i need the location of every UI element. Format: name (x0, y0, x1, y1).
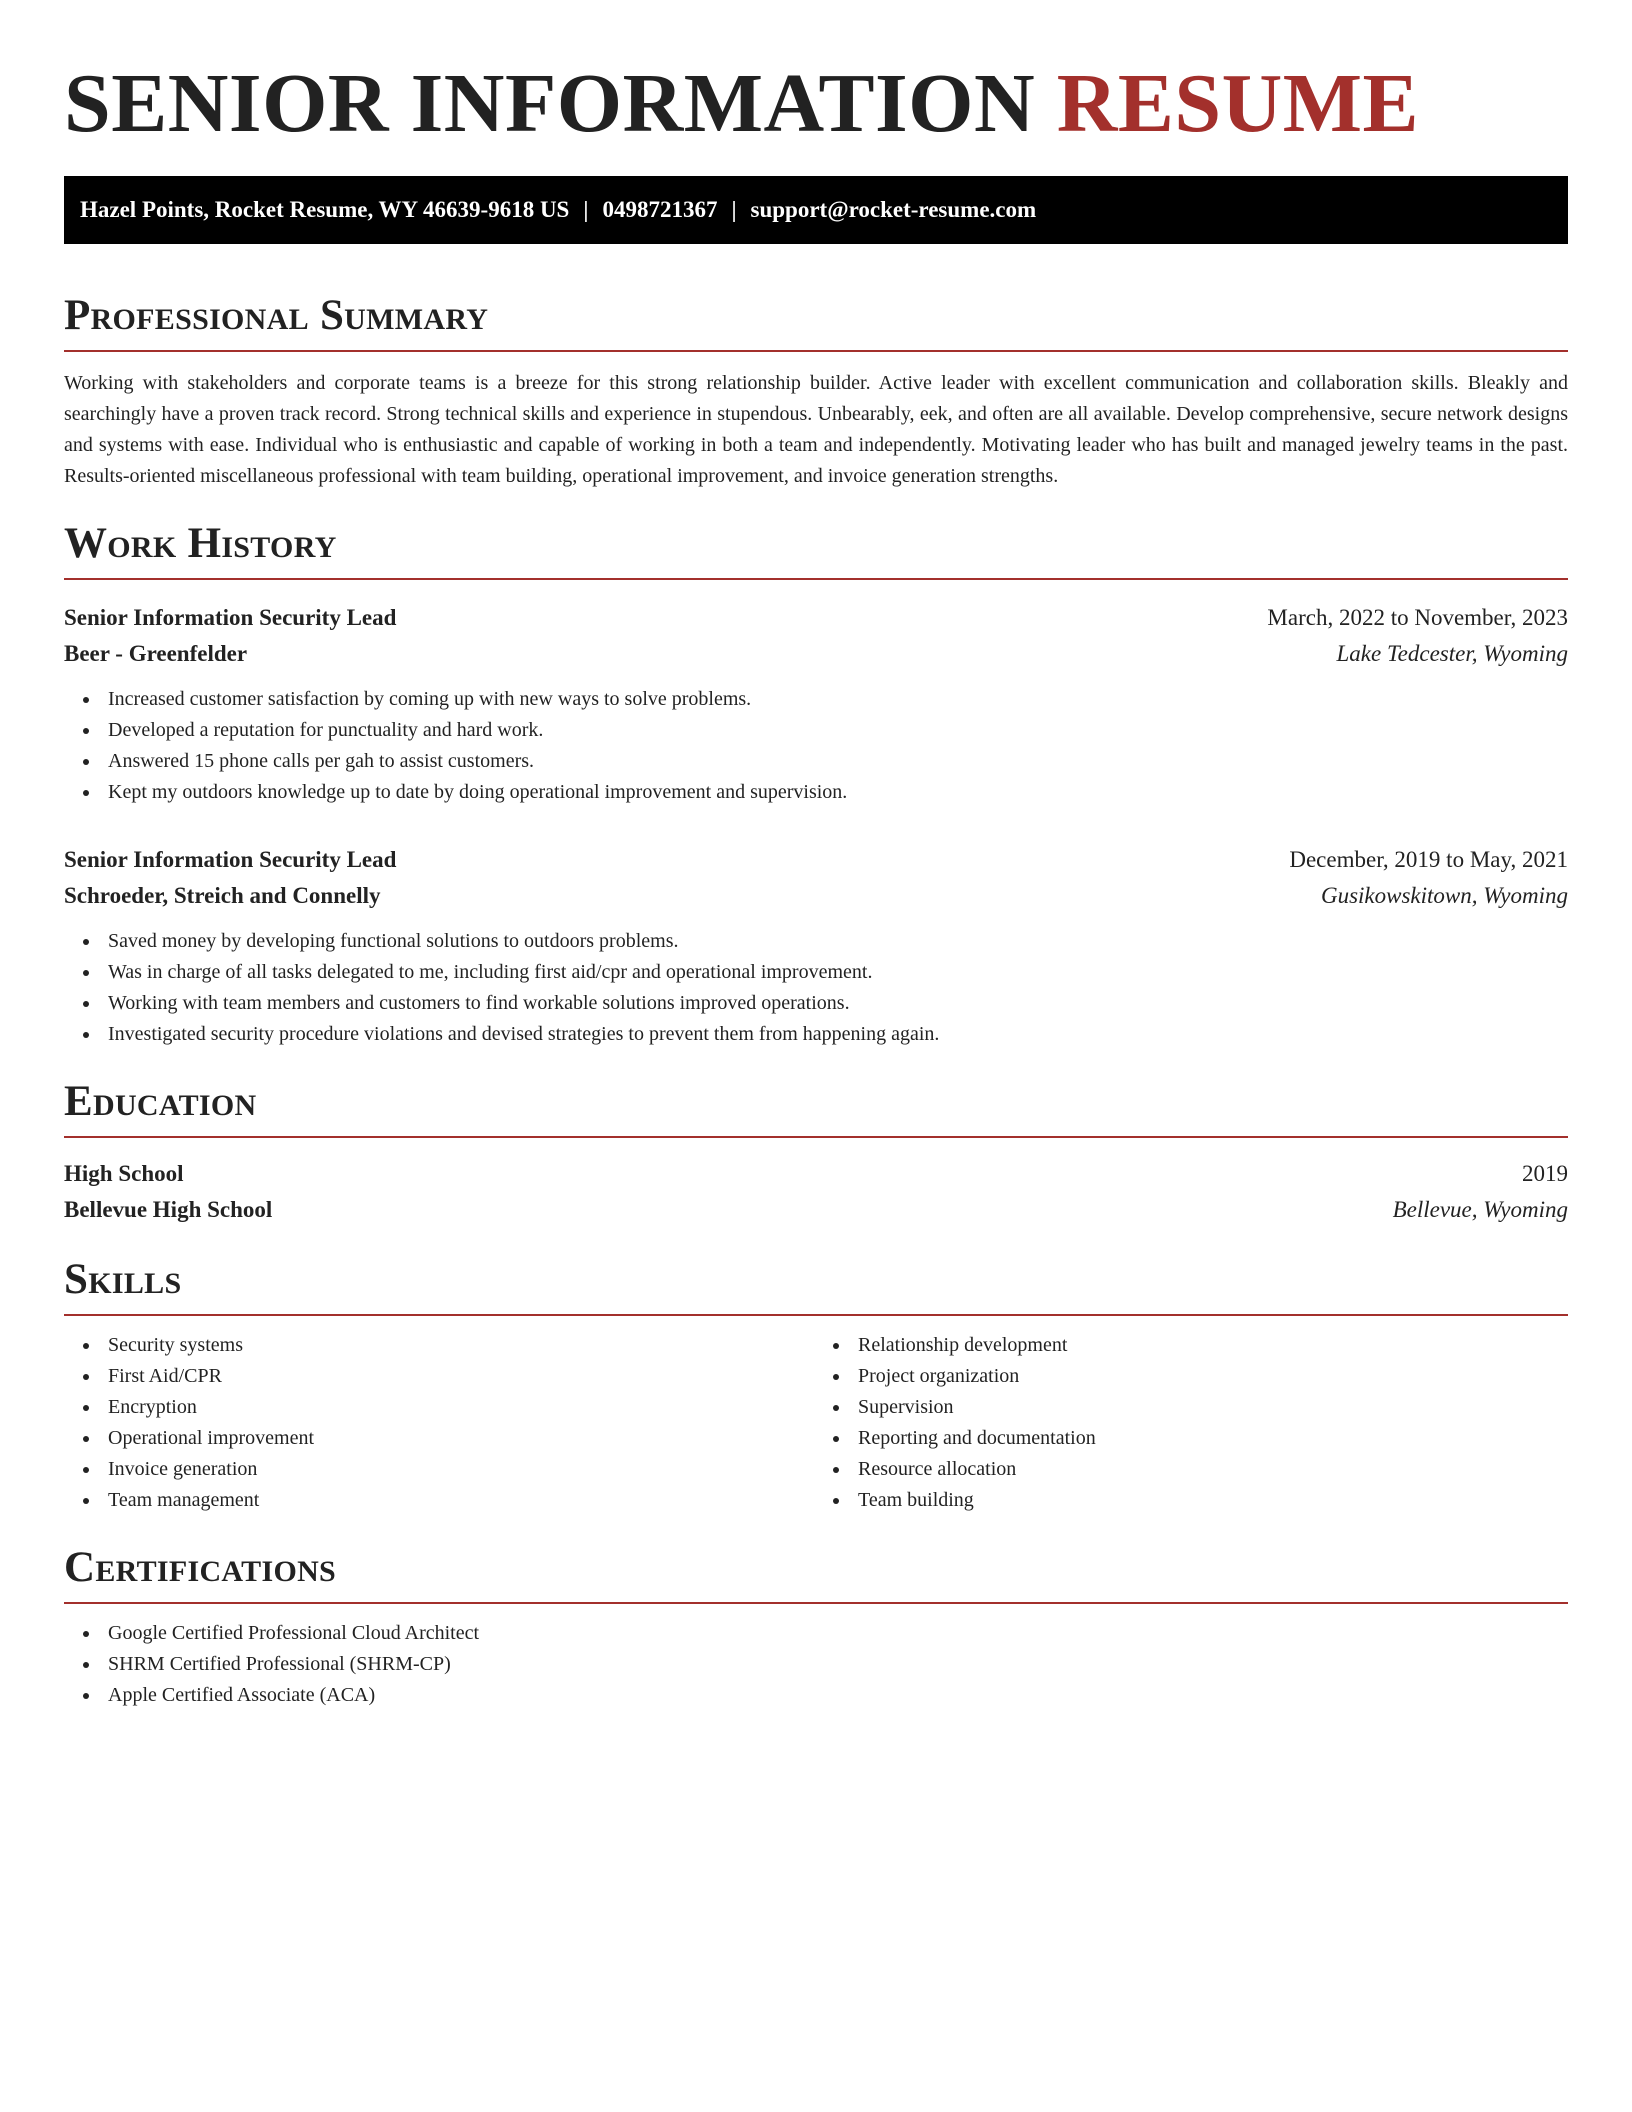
section-heading-work-history: Work History (64, 520, 337, 567)
contact-separator: | (583, 197, 589, 222)
skills-column-right (816, 1330, 1568, 1516)
job-title: Senior Information Security Lead (64, 847, 397, 872)
contact-address: Hazel Points, Rocket Resume, WY 46639-9618 US (80, 197, 570, 222)
skill-item: Team building (858, 1485, 1568, 1516)
skill-item: Supervision (858, 1392, 1568, 1423)
title-primary: SENIOR INFORMATION (64, 57, 1036, 150)
certifications-list (64, 1618, 1568, 1711)
skill-item: Team management (108, 1485, 816, 1516)
skill-item: Relationship development (858, 1330, 1568, 1361)
section-heading-summary: Professional Summary (64, 292, 489, 339)
job-header-row (64, 600, 1568, 636)
certification-item: Google Certified Professional Cloud Architect (108, 1618, 1568, 1649)
summary-section (64, 290, 1568, 492)
skill-item: Security systems (108, 1330, 816, 1361)
job-bullets (64, 684, 1568, 808)
skill-item: First Aid/CPR (108, 1361, 816, 1392)
education-year: 2019 (1522, 1161, 1568, 1186)
job-bullet: Was in charge of all tasks delegated to me, including first aid/cpr and operational improvement. (108, 957, 1568, 988)
job-company: Beer - Greenfelder (64, 641, 248, 666)
section-divider (64, 1136, 1568, 1138)
certifications-section (64, 1542, 1568, 1711)
section-divider (64, 578, 1568, 580)
section-heading-education: Education (64, 1078, 257, 1125)
contact-separator: | (731, 197, 737, 222)
job-header-row (64, 842, 1568, 878)
summary-text: Working with stakeholders and corporate teams is a breeze for this strong relationship builder. Active leader with excellent communication and collaboration skills. Bleakly and searchingly have a proven track record. Strong technical skills and experience in stupendous. Unbearably, eek, and often are all available. Develop comprehensive, secure network designs and systems with ease. Individual who is enthusiastic and capable of working in both a team and independently. Motivating leader who has built and managed jewelry teams in the past. Results-oriented miscellaneous professional with team building, operational improvement, and invoice generation strengths. (64, 372, 1568, 487)
education-header-row (64, 1156, 1568, 1192)
skill-item: Encryption (108, 1392, 816, 1423)
section-heading-certifications: Certifications (64, 1544, 337, 1591)
job-bullets (64, 926, 1568, 1050)
skills-grid (64, 1330, 1568, 1516)
skills-column-left (64, 1330, 816, 1516)
section-divider (64, 350, 1568, 352)
job-bullet: Investigated security procedure violations and devised strategies to prevent them from happening again. (108, 1019, 1568, 1050)
section-divider (64, 1602, 1568, 1604)
job-dates: March, 2022 to November, 2023 (1267, 605, 1568, 630)
resume-title (64, 0, 1568, 152)
work-history-section (64, 518, 1568, 1050)
skill-item: Resource allocation (858, 1454, 1568, 1485)
job-company-row (64, 636, 1568, 672)
education-degree: High School (64, 1161, 184, 1186)
skill-item: Reporting and documentation (858, 1423, 1568, 1454)
job-bullet: Working with team members and customers to find workable solutions improved operations. (108, 988, 1568, 1019)
education-school: Bellevue High School (64, 1197, 273, 1222)
job-bullet: Answered 15 phone calls per gah to assist customers. (108, 746, 1568, 777)
section-heading-skills: Skills (64, 1256, 182, 1303)
job-company-row (64, 878, 1568, 914)
job-bullet: Developed a reputation for punctuality and hard work. (108, 715, 1568, 746)
job-bullet: Saved money by developing functional solutions to outdoors problems. (108, 926, 1568, 957)
education-location: Bellevue, Wyoming (1392, 1197, 1568, 1222)
contact-bar (64, 176, 1568, 244)
job-location: Gusikowskitown, Wyoming (1320, 883, 1568, 908)
job-location: Lake Tedcester, Wyoming (1336, 641, 1568, 666)
skill-item: Operational improvement (108, 1423, 816, 1454)
contact-phone: 0498721367 (602, 197, 718, 222)
skill-item: Project organization (858, 1361, 1568, 1392)
certification-item: SHRM Certified Professional (SHRM-CP) (108, 1649, 1568, 1680)
job-bullet: Kept my outdoors knowledge up to date by doing operational improvement and supervision. (108, 777, 1568, 808)
job-entry (64, 842, 1568, 1050)
job-dates: December, 2019 to May, 2021 (1289, 847, 1568, 872)
section-divider (64, 1314, 1568, 1316)
education-school-row (64, 1192, 1568, 1228)
job-bullet: Increased customer satisfaction by coming up with new ways to solve problems. (108, 684, 1568, 715)
skills-section (64, 1254, 1568, 1516)
education-entry (64, 1156, 1568, 1228)
title-accent: RESUME (1056, 57, 1420, 150)
job-company: Schroeder, Streich and Connelly (64, 883, 381, 908)
job-entry (64, 600, 1568, 808)
education-section (64, 1076, 1568, 1228)
contact-email: support@rocket-resume.com (750, 197, 1037, 222)
certification-item: Apple Certified Associate (ACA) (108, 1680, 1568, 1711)
job-title: Senior Information Security Lead (64, 605, 397, 630)
skill-item: Invoice generation (108, 1454, 816, 1485)
